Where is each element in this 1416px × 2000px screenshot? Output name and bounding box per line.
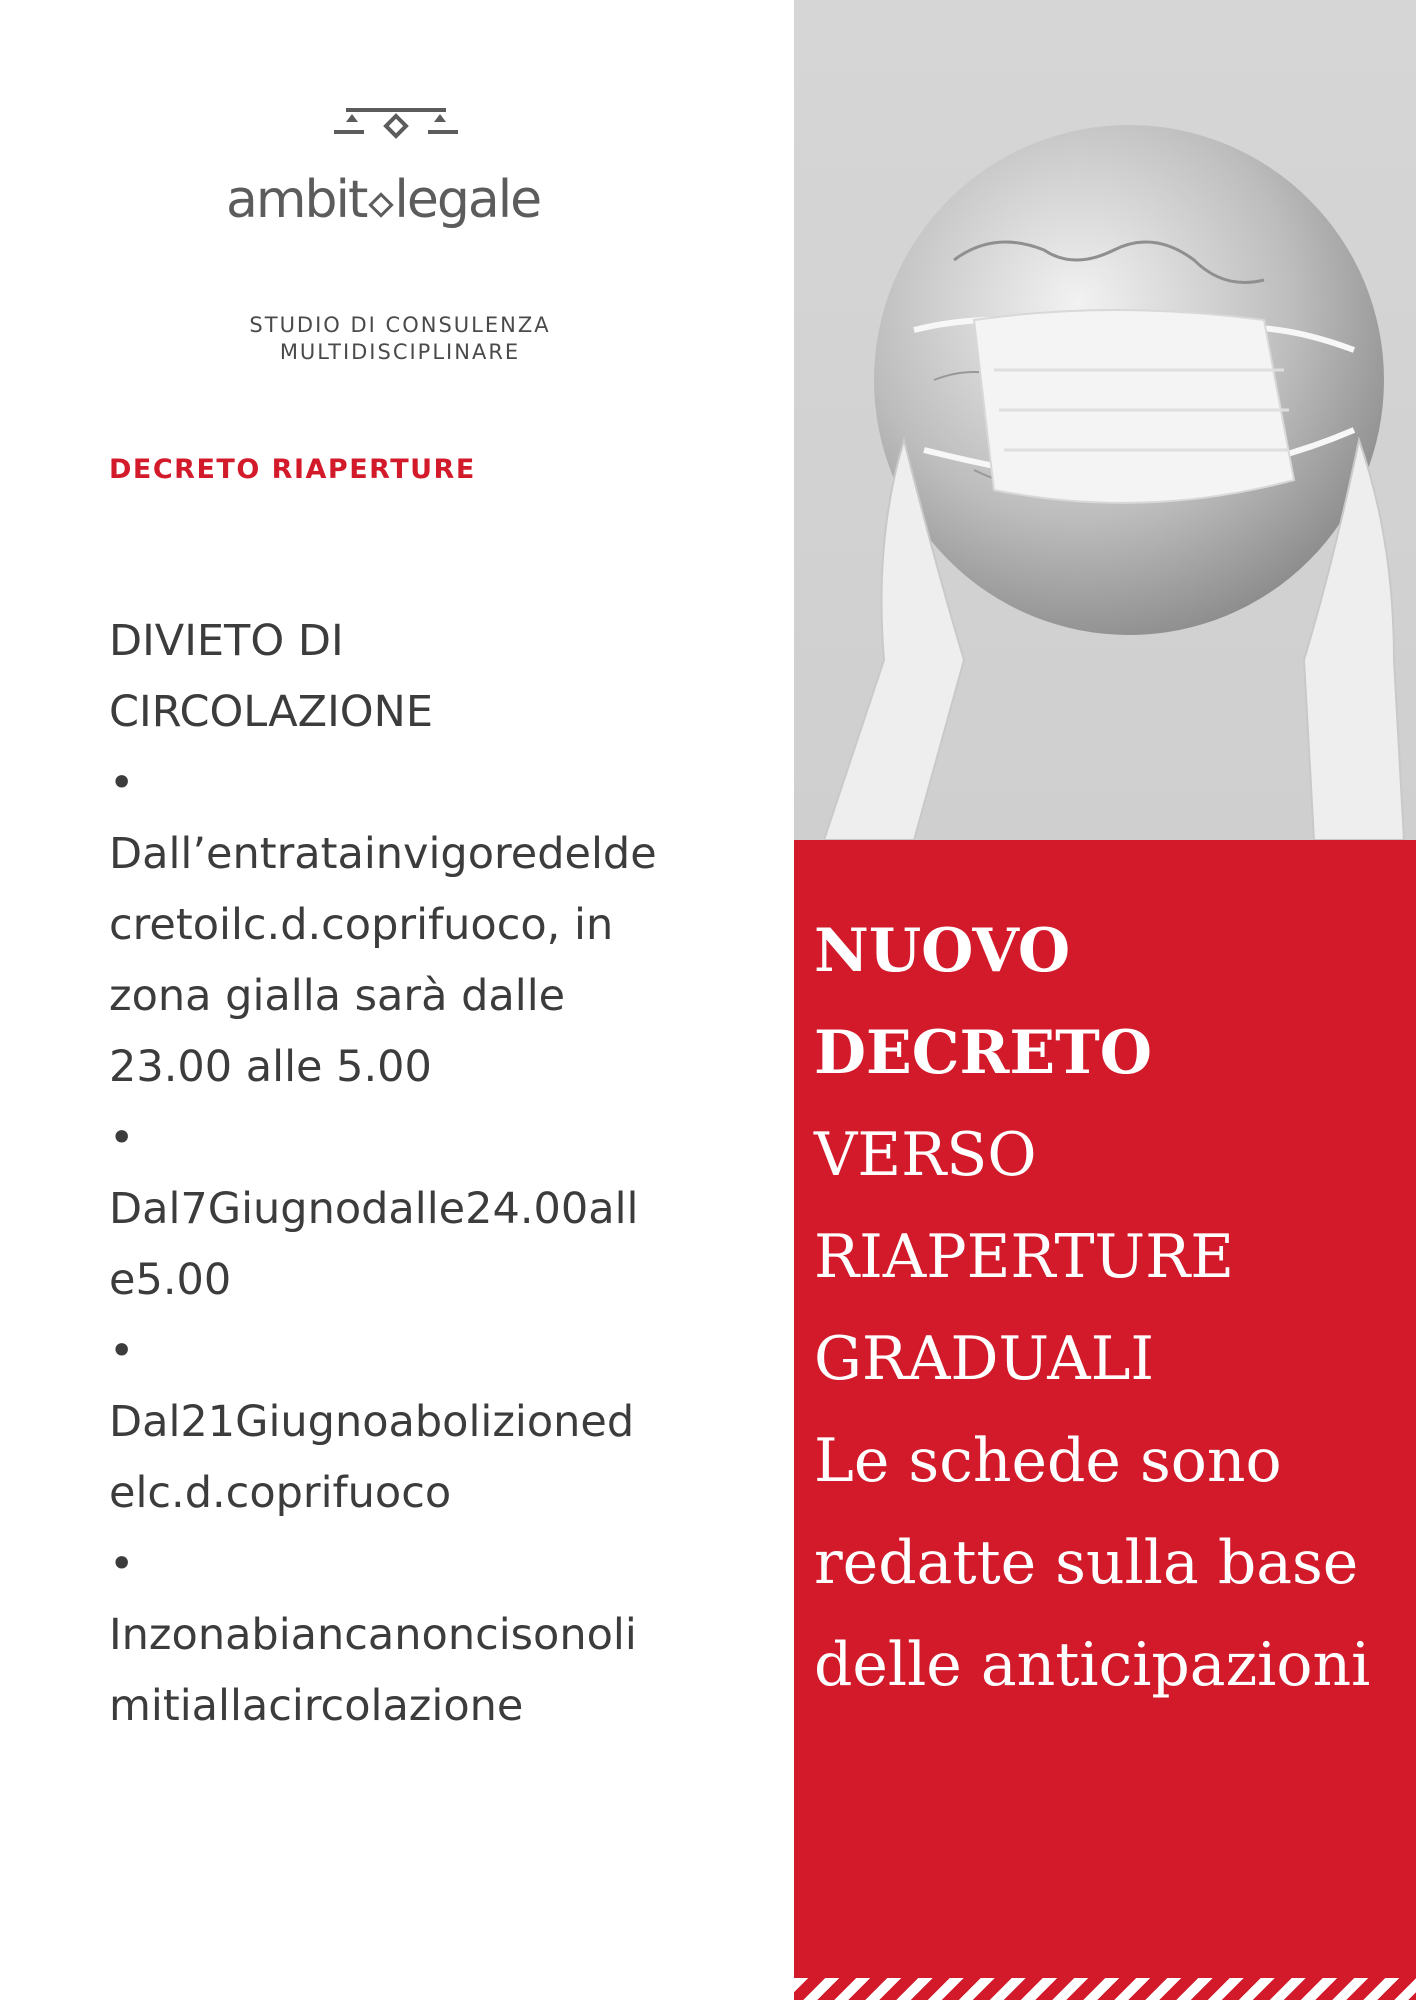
body-line: Dal7Giugnodalle24.00all (109, 1184, 639, 1234)
body-line: DIVIETO DI (109, 616, 344, 666)
body-line: Dall’entratainvigoredelde (109, 829, 657, 879)
globe-mask-illustration-icon (794, 0, 1416, 840)
logo-wordmark (226, 170, 576, 230)
bullet: • (109, 1113, 135, 1163)
scales-logo-icon (326, 100, 466, 140)
body-line: Dal21Giugnoabolizioned (109, 1397, 635, 1447)
headline-text (814, 900, 1414, 1716)
headline-line: delle anticipazioni (814, 1630, 1371, 1700)
tagline-line-2: MULTIDISCIPLINARE (279, 340, 521, 364)
body-line: 23.00 alle 5.00 (109, 1042, 432, 1092)
globe-mask-photo (794, 0, 1416, 840)
bullet: • (109, 758, 135, 808)
headline-line: RIAPERTURE (814, 1222, 1235, 1292)
striped-border (794, 1978, 1416, 2000)
tagline (160, 312, 640, 366)
tagline-line-1: STUDIO DI CONSULENZA (249, 313, 551, 337)
headline-line: NUOVO (814, 916, 1071, 986)
body-line: CIRCOLAZIONE (109, 687, 433, 737)
headline-line: DECRETO (814, 1018, 1153, 1088)
body-line: e5.00 (109, 1255, 232, 1305)
body-line: elc.d.coprifuoco (109, 1468, 452, 1518)
headline-line: Le schede sono (814, 1426, 1282, 1496)
headline-line: VERSO (814, 1120, 1037, 1190)
headline-line: GRADUALI (814, 1324, 1155, 1394)
bullet: • (109, 1539, 135, 1589)
headline-panel (794, 840, 1416, 2000)
body-line: Inzonabiancanoncisonoli (109, 1610, 637, 1660)
body-line: cretoilc.d.coprifuoco, in (109, 900, 614, 950)
bullet: • (109, 1326, 135, 1376)
body-text (109, 606, 729, 1742)
section-label: DECRETO RIAPERTURE (109, 454, 476, 485)
logo-word-ambit: ambit (226, 170, 367, 230)
logo-word-legale: legale (394, 170, 541, 230)
body-line: mitiallacircolazione (109, 1681, 524, 1731)
diamond-icon (369, 192, 394, 217)
logo (226, 100, 576, 250)
body-line: zona gialla sarà dalle (109, 971, 566, 1021)
headline-line: redatte sulla base (814, 1528, 1359, 1598)
